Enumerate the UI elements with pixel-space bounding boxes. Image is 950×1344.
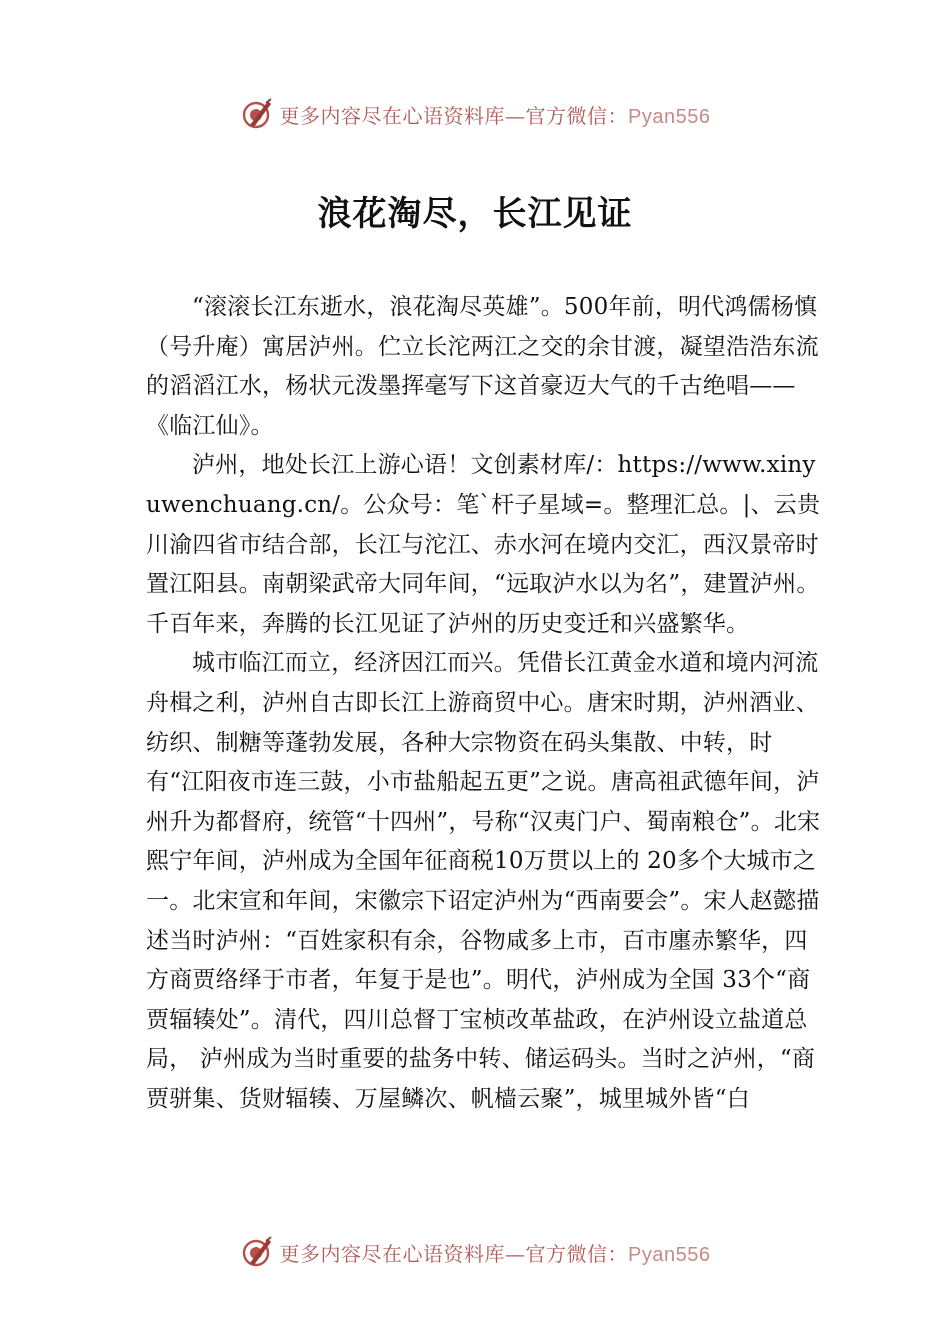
quill-seal-icon [240, 1235, 274, 1269]
paragraph-1: “滚滚长江东逝水，浪花淘尽英雄”。500年前，明代鸿儒杨慎（号升庵）寓居泸州。伫立长沱两江之交的余甘渡，凝望浩浩东流的滔滔江水，杨状元泼墨挥毫写下这首豪迈大气的千古绝唱——《临江仙》。 [146, 294, 819, 439]
wechat-id: Pyan556 [628, 105, 711, 128]
paragraph-2: 泸州，地处长江上游心语！文创素材库/：https://www.xinyuwenchuang.cn/。公众号：笔`杆子星域=。整理汇总。|、云贵川渝四省市结合部，长江与沱江、赤水河在境内交汇，西汉景帝时置江阳县。南朝梁武帝大同年间，“远取泸水以为名”，建置泸州。千百年来，奔腾的长江见证了泸州的历史变迁和兴盛繁华。 [146, 452, 821, 637]
paragraph-3: 城市临江而立，经济因江而兴。凭借长江黄金水道和境内河流舟楫之利，泸州自古即长江上游商贸中心。唐宋时期，泸州酒业、纺织、制糖等蓬勃发展，各种大宗物资在码头集散、中转，时有“江阳夜市连三鼓，小市盐船起五更”之说。唐高祖武德年间，泸州升为都督府，统管“十四州”，号称“汉夷门户、蜀南粮仓”。北宋熙宁年间，泸州成为全国年征商税10万贯以上的 20多个大城市之一。北宋宣和年间，宋徽宗下诏定泸州为“西南要会”。宋人赵懿描述当时泸州：“百姓家积有余，谷物咸多上市，百市廛赤繁华，四方商贾络绎于市者，年复于是也”。明代，泸州成为全国 33个“商贾辐辏处”。清代，四川总督丁宝桢改革盐政，在泸州设立盐道总局， 泸州成为当时重要的盐务中转、储运码头。当时之泸州，“商贾骈集、货财辐辏、万屋鳞次、帆樯云聚”，城里城外皆“白 [146, 650, 821, 1112]
header-banner [0, 94, 950, 134]
wechat-id: Pyan556 [628, 1243, 711, 1266]
article-body [146, 288, 826, 1119]
banner-label: 更多内容尽在心语资料库—官方微信： [279, 103, 629, 128]
footer-banner [0, 1232, 950, 1272]
banner-label: 更多内容尽在心语资料库—官方微信： [279, 1241, 629, 1266]
banner-text [280, 1238, 711, 1267]
banner-text [280, 100, 711, 129]
quill-seal-icon [240, 97, 274, 131]
page-title: 浪花淘尽，长江见证 [317, 194, 633, 234]
